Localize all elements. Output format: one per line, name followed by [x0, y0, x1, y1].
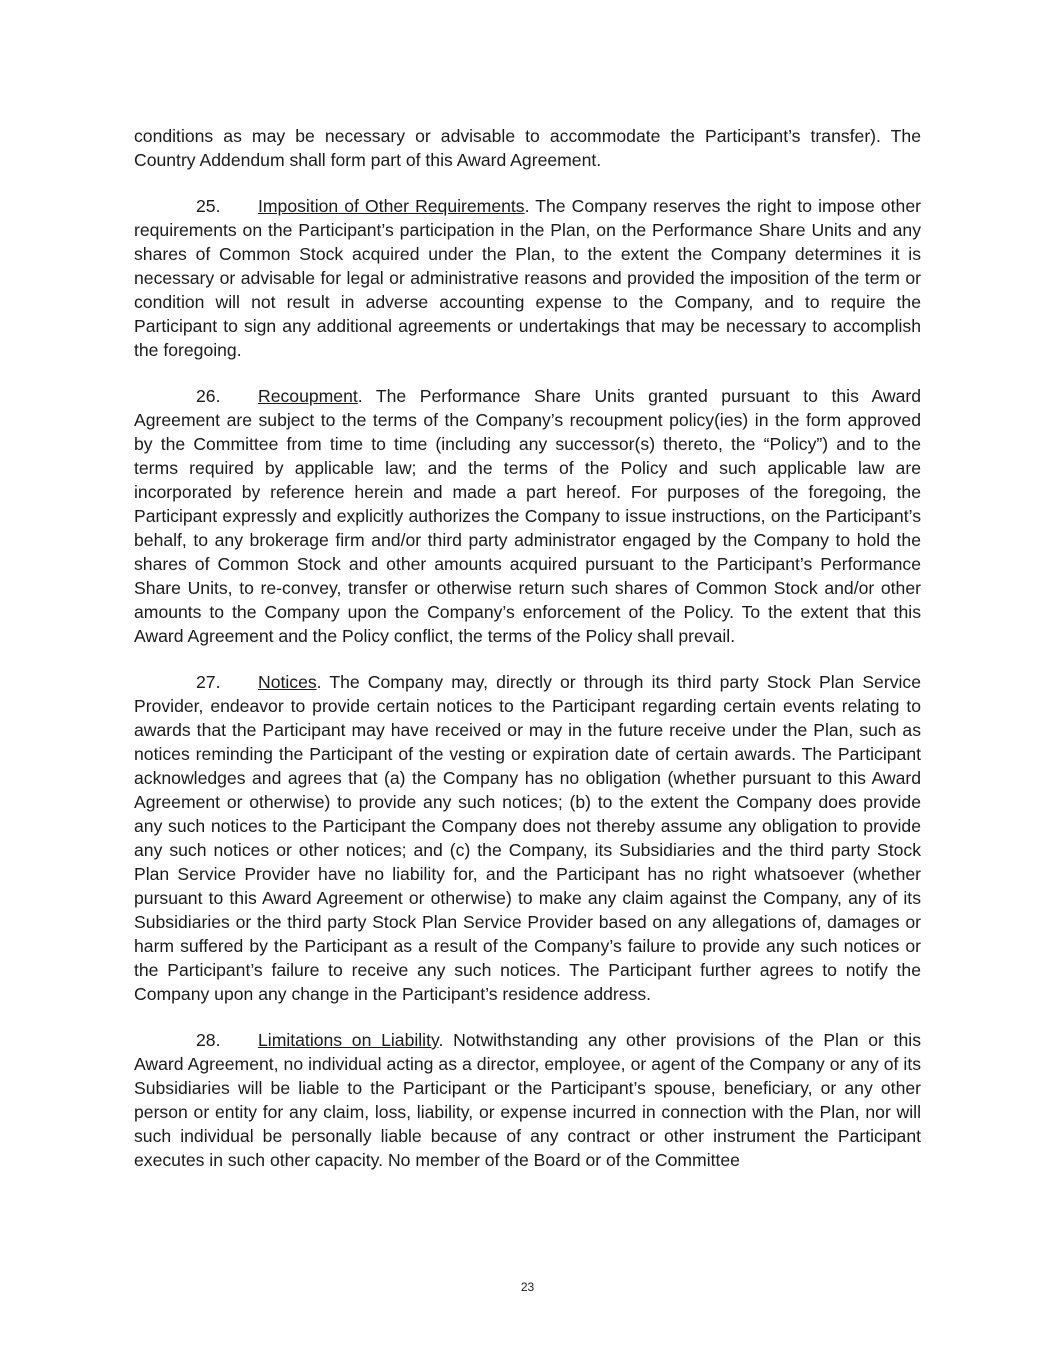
section-25-body: . The Company reserves the right to impose other requirements on the Participant’s participation in the Plan, on the Performance Share Units and any shares of Common Stock acquired under the Plan, to the extent the Company determines it is necessary or advisable for legal or administrative reasons and provided the imposition of the term or condition will not result in adverse accounting expense to the Company, and to require the Participant to sign any additional agreements or undertakings that may be necessary to accomplish the foregoing. [134, 196, 921, 360]
section-28-paragraph [134, 1028, 921, 1172]
section-26-paragraph [134, 384, 921, 648]
section-26-heading: Recoupment [258, 386, 358, 406]
section-25-heading: Imposition of Other Requirements [258, 196, 525, 216]
section-28-number: 28. [196, 1030, 221, 1050]
section-28-body: . Notwithstanding any other provisions of the Plan or this Award Agreement, no individual acting as a director, employee, or agent of the Company or any of its Subsidiaries will be liable to the Participant or the Participant’s spouse, beneficiary, or any other person or entity for any claim, loss, liability, or expense incurred in connection with the Plan, nor will such individual be personally liable because of any contract or other instrument the Participant executes in such other capacity. No member of the Board or of the Committee [134, 1030, 922, 1170]
page-number: 23 [520, 1280, 535, 1294]
section-25-paragraph [134, 194, 921, 362]
section-26-body: . The Performance Share Units granted pursuant to this Award Agreement are subject to the terms of the Company’s recoupment policy(ies) in the form approved by the Committee from time to time (including any successor(s) thereto, the “Policy”) and to the terms required by applicable law; and the terms of the Policy and such applicable law are incorporated by reference herein and made a part hereof. For purposes of the foregoing, the Participant expressly and explicitly authorizes the Company to issue instructions, on the Participant’s behalf, to any brokerage firm and/or third party administrator engaged by the Company to hold the shares of Common Stock and other amounts acquired pursuant to the Participant’s Performance Share Units, to re-convey, transfer or otherwise return such shares of Common Stock and/or other amounts to the Company upon the Company’s enforcement of the Policy. To the extent that this Award Agreement and the Policy conflict, the terms of the Policy shall prevail. [134, 386, 921, 646]
section-27-heading: Notices [258, 672, 317, 692]
intro-paragraph: conditions as may be necessary or advisable to accommodate the Participant’s transfer). The Country Addendum shall form part of this Award Agreement. [134, 126, 921, 170]
section-27-number: 27. [196, 672, 221, 692]
section-27-paragraph [134, 670, 921, 1006]
section-28-heading: Limitations on Liability [258, 1030, 439, 1050]
section-26-number: 26. [196, 386, 221, 406]
section-25-number: 25. [196, 196, 221, 216]
section-27-body: . The Company may, directly or through its third party Stock Plan Service Provider, endeavor to provide certain notices to the Participant regarding certain events relating to awards that the Participant may have received or may in the future receive under the Plan, such as notices reminding the Participant of the vesting or expiration date of certain awards. The Participant acknowledges and agrees that (a) the Company has no obligation (whether pursuant to this Award Agreement or otherwise) to provide any such notices; (b) to the extent the Company does provide any such notices to the Participant the Company does not thereby assume any obligation to provide any such notices or other notices; and (c) the Company, its Subsidiaries and the third party Stock Plan Service Provider have no liability for, and the Participant has no right whatsoever (whether pursuant to this Award Agreement or otherwise) to make any claim against the Company, any of its Subsidiaries or the third party Stock Plan Service Provider based on any allegations of, damages or harm suffered by the Participant as a result of the Company’s failure to provide any such notices or the Participant’s failure to receive any such notices. The Participant further agrees to notify the Company upon any change in the Participant’s residence address. [134, 672, 921, 1004]
document-page [134, 124, 921, 1194]
